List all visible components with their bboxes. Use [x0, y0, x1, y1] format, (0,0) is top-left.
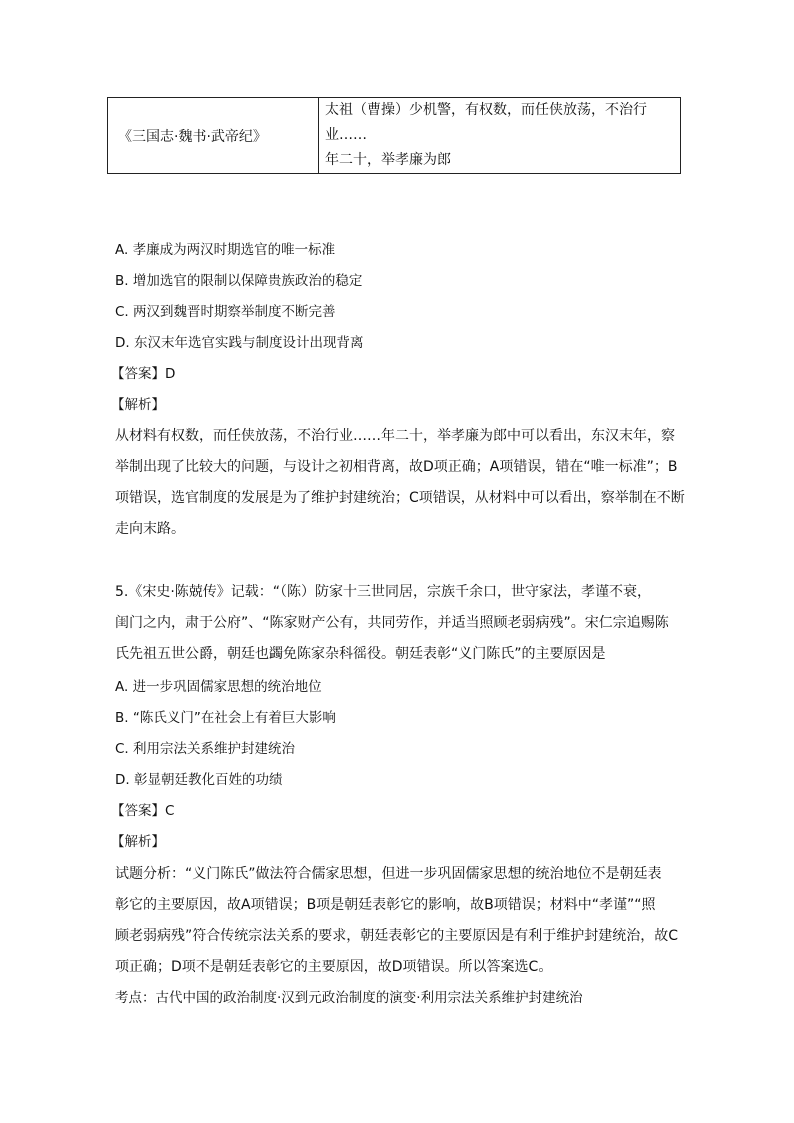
q4-answer: 【答案】D: [111, 366, 176, 382]
q5-stem-line-2: 闺门之内，肃于公府”、“陈家财产公有，共同劳作，并适当照顾老弱病残”。宋仁宗追赐陈: [115, 615, 669, 631]
q5-stem-line-3: 氏先祖五世公爵，朝廷也蠲免陈家杂科徭役。朝廷表彰“义门陈氏”的主要原因是: [115, 646, 606, 662]
q4-analysis-title: 【解析】: [111, 397, 165, 413]
q4-analysis-line-4: 走向末路。: [115, 521, 185, 537]
q4-analysis-line-3: 项错误，选官制度的发展是为了维护封建统治；C项错误，从材料中可以看出，察举制在不断: [115, 490, 685, 506]
source-table: [107, 97, 681, 174]
q5-analysis: [115, 859, 685, 983]
q5-analysis-line-1: 试题分析：“义门陈氏”做法符合儒家思想，但进一步巩固儒家思想的统治地位不是朝廷表: [115, 866, 662, 882]
q5-analysis-line-2: 彰它的主要原因，故A项错误；B项是朝廷表彰它的影响，故B项错误；材料中“孝谨”“照: [115, 897, 656, 913]
q5-answer: 【答案】C: [111, 803, 175, 819]
q5-option-d: D. 彰显朝廷教化百姓的功绩: [115, 772, 283, 788]
source-quote-line-1: 太祖（曹操）少机警，有权数，而任侠放荡，不治行业……: [325, 102, 647, 143]
q4-analysis-line-1: 从材料有权数，而任侠放荡，不治行业……年二十，举孝廉为郎中可以看出，东汉末年，察: [115, 428, 675, 444]
q4-option-a: A. 孝廉成为两汉时期选官的唯一标准: [115, 242, 336, 258]
q5-option-c: C. 利用宗法关系维护封建统治: [115, 741, 296, 757]
q5-analysis-title: 【解析】: [111, 834, 165, 850]
source-title-cell: 《三国志·魏书·武帝纪》: [108, 98, 319, 174]
q5-stem-line-1: 5.《宋史·陈兢传》记载：“（陈）防家十三世同居，宗族千余口，世守家法，孝谨不衰，: [115, 584, 652, 600]
q4-option-c: C. 两汉到魏晋时期察举制度不断完善: [115, 304, 336, 320]
q4-analysis: [115, 421, 685, 545]
q4-option-d: D. 东汉末年选官实践与制度设计出现背离: [115, 335, 364, 351]
q4-option-b: B. 增加选官的限制以保障贵族政治的稳定: [115, 273, 363, 289]
source-quote-line-2: 年二十，举孝廉为郎: [325, 152, 451, 168]
q4-analysis-line-2: 举制出现了比较大的问题，与设计之初相背离，故D项正确；A项错误，错在“唯一标准”；B: [115, 459, 678, 475]
q5-analysis-line-4: 项正确；D项不是朝廷表彰它的主要原因，故D项错误。所以答案选C。: [115, 959, 553, 975]
source-quote-cell: [319, 98, 681, 174]
table-row: [108, 98, 681, 174]
q5-kaodian: 考点：古代中国的政治制度·汉到元政治制度的演变·利用宗法关系维护封建统治: [115, 990, 583, 1006]
q5-option-b: B. “陈氏义门”在社会上有着巨大影响: [115, 710, 336, 726]
q5-option-a: A. 进一步巩固儒家思想的统治地位: [115, 679, 322, 695]
q5-stem: [115, 577, 685, 670]
q5-analysis-line-3: 顾老弱病残”符合传统宗法关系的要求，朝廷表彰它的主要原因是有利于维护封建统治，故C: [115, 928, 679, 944]
